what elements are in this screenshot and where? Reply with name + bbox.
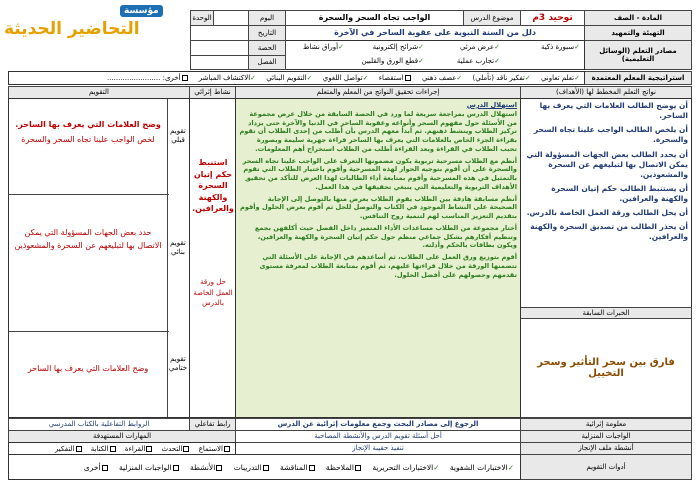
assessment-label: تقويم ختامي — [168, 355, 188, 373]
procedures-heading: استهلال الدرس — [466, 101, 517, 109]
assessment-divider — [9, 194, 169, 195]
skill-item[interactable]: التحدث — [162, 445, 191, 453]
interactive-link[interactable]: الروابط التفاعلية بالكتاب المدرسي — [8, 418, 190, 431]
resource-item[interactable]: ✓سبورة ذكية — [540, 43, 580, 51]
procedure-paragraph: أختار مجموعة من الطلاب مساعدات الأداء المتميز داخل الفصل حيث أكلفهن بجمع وتنظيم أفكارهم بشكل جماعي منظم حول حكم إتيان السحرة والكهنة والعرافين، ويكون بطاقات بالحكم وأدلته. — [254, 223, 517, 250]
activity-title: استنبط حكم إتيان السحرة والكهنة والعرافين. — [192, 158, 234, 214]
prior-value: فارق بين سحر التأثير وسحر التخييل — [520, 318, 692, 418]
strategies-box — [8, 71, 585, 85]
resources-label: مصادر التعلم (الوسائل التعليمية) — [584, 40, 692, 70]
strategy-item[interactable]: ✓التقويم البنائي — [266, 74, 313, 82]
subject-label: المادة - الصف — [584, 10, 692, 26]
tool-item[interactable]: ✓الاختبارات الشفوية — [449, 463, 514, 472]
objective-item: أن يحدد الطالب بعض الجهات المسؤولة التي يمكن الاتصال بها لتبليغهم عن السحرة والمشعوذين. — [526, 149, 688, 179]
strategy-item[interactable]: ✓تفكير ناقد (تأملي) — [472, 74, 531, 82]
tool-item[interactable]: المناقشة — [280, 463, 316, 472]
assessment-text: لخص الواجب علينا تجاه السحر والسحرة — [21, 135, 155, 145]
unit-label: الوحدة — [190, 10, 214, 26]
interactive-link-label: رابط تفاعلي — [189, 418, 236, 431]
assessment-text: حدد بعض الجهات المسؤولة التي يمكن الاتصال بها لتبليغهم عن السحرة والمشعوذين — [14, 228, 162, 250]
portfolio-value: تنفيذ حقيبة الإنجاز — [235, 442, 521, 455]
assessment-label: تقويم قبلي — [170, 127, 186, 145]
procedure-paragraph: أنظم مسابقة هادفة بين الطلاب يقوم الطلاب بعرض منها بالتوصل إلى الإجابة الصحيحة على النشاط الموجود في الكتاب والتوصل للحل ثم أقوم بعرض الحلول وأقوم بتقديم التعزيز المناسب لهم لتنمية روح التنافس. — [240, 194, 517, 221]
activity-body: حل ورقة العمل الخاصة بالدرس — [193, 278, 233, 307]
tool-item[interactable]: أخرى — [84, 463, 109, 472]
objective-item: أن يحذر الطالب من تصديق السحرة والكهنة والعرافين. — [530, 222, 688, 242]
objective-item: أن يلخص الطالب الواجب علينا تجاه السحر والسحرة. — [533, 125, 688, 145]
col-outcomes: نواتج التعلم المخطط لها (الأهداف) — [520, 86, 692, 99]
objective-item: أن يوضح الطالب العلامات التي يعرف بها الساحر. — [539, 101, 688, 121]
prep-label: التهيئة والتمهيد — [584, 25, 692, 41]
procedures-box — [235, 98, 521, 418]
lesson-topic: الواجب تجاه السحر والسحرة — [285, 10, 464, 26]
homework-value: أحل أسئلة تقويم الدرس والأنشطة المصاحبة — [235, 430, 521, 443]
objective-item: أن يحل الطالب ورقة العمل الخاصة بالدرس. — [526, 208, 688, 218]
strategies-label: استراتيجية المعلم المعتمدة — [584, 71, 692, 85]
period-value[interactable] — [190, 40, 249, 56]
logo-sub: مؤسسة — [120, 5, 163, 17]
objectives-box — [520, 98, 692, 308]
day-label: اليوم — [248, 10, 286, 26]
resources-box — [285, 40, 585, 70]
class-label: الفصل — [248, 55, 286, 70]
assessment-labels — [167, 99, 189, 417]
skill-item[interactable]: الاستماع — [199, 445, 231, 453]
resource-item[interactable]: ✓عرض مرئي — [460, 43, 500, 51]
prior-label: الخبرات السابقة — [520, 307, 692, 319]
assessment-text: وضح العلامات التي يعرف بها الساحر — [27, 364, 149, 373]
procedure-paragraph: أنظم مع الطلاب مسرحية تربوية يكون مضمونها التعرف على الواجب علينا تجاه السحر والسحرة على أن أقوم بتوجيه الحوار لهذه المسرحية وأقوم باختيار الطلاب التي تقوم بالتمثيل في هذه المسرحية وأقوم بمتابعة أداء الطالبات لهذا العرض للتأكد من تحقيق الأهداف التربوية والتعليمية التي ينبغي تحقيقها في هذا العمل. — [242, 156, 517, 191]
assessment-divider — [9, 331, 169, 332]
assessment-text: وضح العلامات التي يعرف بها الساحر. — [15, 120, 161, 129]
logo-brand: التحاضير الحديثة — [4, 19, 140, 39]
lesson-topic-label: موضوع الدرس — [463, 10, 521, 26]
tool-item[interactable]: الأنشطة — [190, 463, 223, 472]
prep-value: دلل من السنة النبوية على عقوبة الساحر في الآخرة — [285, 25, 585, 41]
activity-box — [189, 98, 236, 418]
subject-value: توحيد 3م — [520, 10, 585, 26]
tools-box — [8, 454, 521, 480]
strategy-item[interactable]: ✓تواصل اللغوي — [322, 74, 369, 82]
skills-label: المهارات المستهدفة — [8, 430, 236, 443]
resource-item[interactable]: ✓شرائح إلكترونية — [372, 43, 424, 51]
tool-item[interactable]: الملاحظة — [326, 463, 362, 472]
tools-label: أدوات التقويم — [520, 454, 692, 480]
procedure-paragraph: استهلال الدرس بمراجعة سريعة لما ورد في الحصة السابقة من خلال عرض مجموعة من الأسئلة حول مفهوم السحر وأنواعه وعقوبة الساحر في الدنيا والآخرة حتى يزداد تركيز الطلاب وينشط ذهنهم. ثم أبدأ معهم الدرس بأن أطلب من إحدى الطلاب أن تقوم بقراءة الجزء الخاص بالعلامات التي يعرف بها الساحر قراءة جهرية سليمة وبصورة تحبب الطلاب في القراءة وبعد القراءة أطلب من الطلاب استخراج أهم المعلومات. — [239, 109, 517, 153]
strategy-item[interactable]: ✓عصف ذهني — [421, 74, 463, 82]
assessment-box — [8, 98, 190, 418]
strategy-item[interactable]: ✓الاكتشاف المباشر — [198, 74, 257, 82]
day-value[interactable] — [213, 10, 249, 26]
period-label: الحصة — [248, 40, 286, 56]
skill-item[interactable]: القراءة — [125, 445, 153, 453]
assessment-label: تقويم بنائي — [170, 239, 186, 257]
enrich-label: معلومة إثرائية — [520, 418, 692, 431]
col-procedures: إجراءات تحقيق النواتج من المعلم والمتعلم — [235, 86, 521, 99]
procedure-paragraph: أقوم بتوزيع ورق العمل على الطلاب، ثم أساعدهم في الإجابة على الأسئلة التي تتضمنها الورقة من خلال قراءتها عليهم، ثم أقوم بمتابعة الطلاب لمعرفة مستوى تقدمهم وحصولهم على أفضل الحلول. — [259, 253, 517, 279]
strategy-item[interactable]: استقصاء — [379, 74, 412, 82]
logo — [2, 2, 187, 42]
col-assessment: التقويم — [8, 86, 190, 99]
skill-item[interactable]: التفكير — [55, 445, 83, 453]
strategy-item[interactable]: ✓تعلم تعاوني — [540, 74, 580, 82]
homework-label: الواجبات المنزلية — [520, 430, 692, 443]
strategy-item[interactable]: أخرى: ........................ — [107, 74, 189, 82]
date-label: التاريخ — [248, 25, 286, 41]
portfolio-label: أنشطة ملف الإنجاز — [520, 442, 692, 455]
skill-item[interactable]: الكتابة — [91, 445, 117, 453]
col-activity: نشاط إثرائي — [189, 86, 236, 99]
resource-item[interactable]: ✓أوراق نشاط — [303, 43, 344, 51]
tool-item[interactable]: الواجبات المنزلية — [119, 463, 180, 472]
tool-item[interactable]: ✓الاختبارات التحريرية — [372, 463, 440, 472]
class-value[interactable] — [190, 55, 249, 70]
resource-item[interactable]: ✓قطع الورق والقلبين — [361, 57, 424, 65]
date-value[interactable] — [190, 25, 249, 41]
objective-item: أن يستنبط الطالب حكم إتيان السحرة والكهنة والعرافين. — [551, 183, 688, 203]
resource-item[interactable]: ✓تجارب عملية — [456, 57, 500, 65]
tool-item[interactable]: التدريبات — [234, 463, 270, 472]
enrich-value: الرجوع إلى مصادر البحث وجمع معلومات إثرائية عن الدرس — [235, 418, 521, 431]
